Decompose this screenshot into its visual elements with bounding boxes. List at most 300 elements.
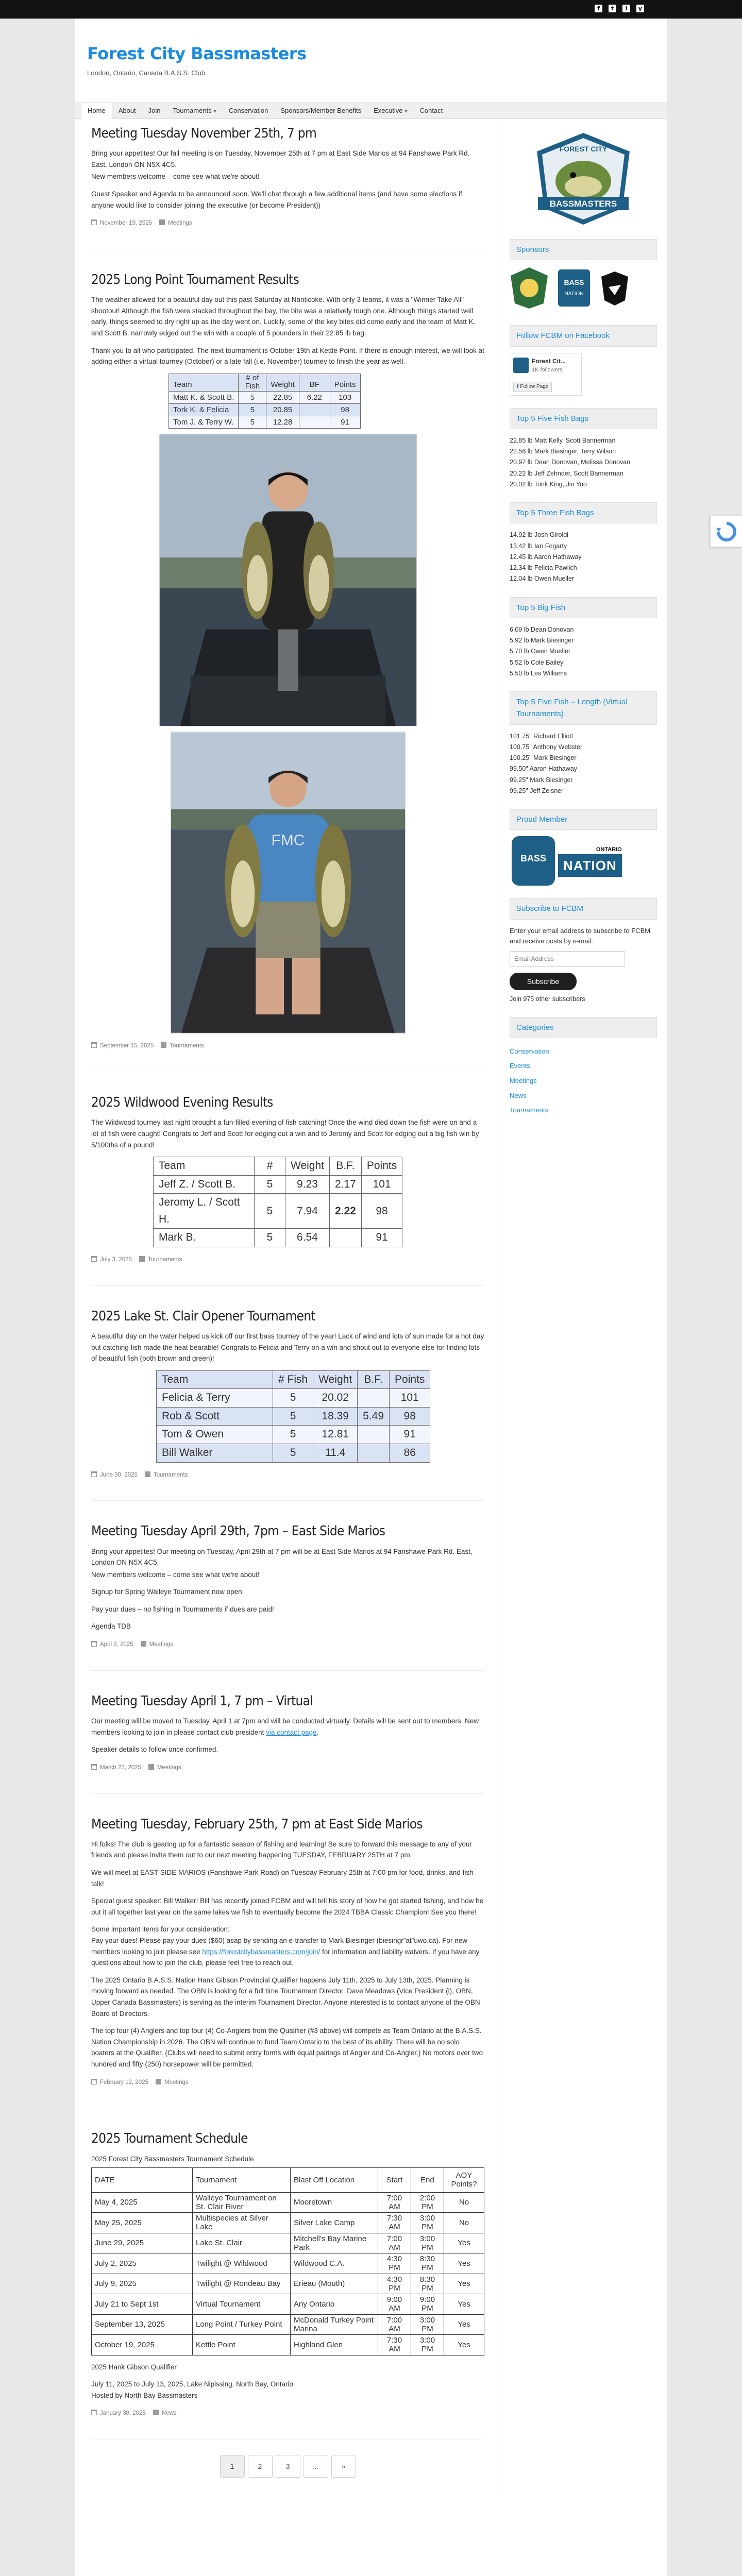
facebook-icon[interactable]: f [595, 5, 602, 12]
list-item: 13.42 lb Ian Fogarty [510, 542, 567, 550]
top-five-fish-bags [510, 435, 657, 490]
column-header: DATE [92, 2168, 193, 2193]
cell: October 19, 2025 [92, 2335, 193, 2355]
cell: 9:00 PM [411, 2294, 444, 2315]
column-header: Team [169, 374, 239, 391]
post-text: Our meeting will be moved to Tuesday, April 1 at 7pm and will be conducted virtually. Details will be sent out to members. New members looking to join in please contact club president via contact page. [91, 1717, 479, 1736]
list-item: 99.25" Jeff Zeisner [510, 787, 564, 794]
cell: 11.4 [313, 1444, 358, 1462]
list-item: 5.70 lb Owen Mueller [510, 648, 571, 655]
post-text: Bring your appetites! Our meeting on Tuesday, April 29th at 7 pm will be at East Side Marios at 94 Fanshawe Park Rd. East, London ON N5X 4C5. [91, 1547, 473, 1567]
cell: 5 [239, 391, 266, 403]
post-text: July 11, 2025 to July 13, 2025, Lake Nipissing, North Bay, Ontario [91, 2380, 293, 2388]
cell: Kettle Point [193, 2335, 291, 2355]
cell: 7:00 AM [378, 2192, 411, 2213]
results-table [153, 1157, 402, 1247]
cell: McDonald Turkey Point Marina [291, 2314, 378, 2335]
cell: Any Ontario [291, 2294, 378, 2315]
cell: 9:00 AM [378, 2294, 411, 2315]
widget-title: Top 5 Three Fish Bags [510, 502, 657, 523]
post-meta [91, 1764, 484, 1773]
post-meta [91, 1256, 484, 1265]
post-category[interactable]: Tournaments [148, 1256, 182, 1263]
column-header: # Fish [273, 1370, 313, 1389]
category-meetings[interactable]: Meetings [510, 1077, 537, 1085]
list-item: 20.22 lb Jeff Zehnder, Scott Bannerman [510, 469, 623, 477]
cell: 5 [255, 1175, 285, 1194]
catch-photo-1[interactable] [159, 434, 417, 726]
post [91, 1519, 484, 1671]
column-header: Blast Off Location [291, 2168, 378, 2193]
table-row [169, 403, 361, 416]
post-category[interactable]: Meetings [157, 1764, 181, 1771]
post [91, 1304, 484, 1501]
table-row [157, 1407, 430, 1426]
category-list [510, 1044, 657, 1118]
cell: 6.22 [299, 391, 330, 403]
sponsor-logo[interactable] [599, 266, 630, 310]
folder-icon [139, 1256, 145, 1262]
post-date[interactable]: September 15, 2025 [100, 1043, 154, 1049]
post-text: Speaker details to follow once confirmed. [91, 1745, 218, 1754]
calendar-icon [91, 2079, 97, 2084]
facebook-widget[interactable] [510, 353, 582, 396]
table-row [169, 416, 361, 429]
column-header: Start [378, 2168, 411, 2193]
nav-tournaments[interactable]: Tournaments ▾ [167, 103, 223, 120]
twitter-icon[interactable]: t [609, 5, 616, 12]
schedule-table [91, 2167, 484, 2355]
cell [299, 403, 330, 416]
post-meta [91, 1640, 484, 1650]
cell: Jeff Z. / Scott B. [154, 1175, 255, 1194]
calendar-icon [91, 219, 97, 225]
join-link[interactable]: https://forestcitybassmasters.com/join/ [202, 1947, 321, 1956]
cell: Silver Lake Camp [291, 2213, 378, 2233]
list-item: 5.50 lb Les Williams [510, 669, 567, 677]
post-meta [91, 219, 484, 228]
nav-sponsors[interactable]: Sponsors/Member Benefits [280, 107, 362, 114]
post-date[interactable]: March 23, 2025 [100, 1764, 141, 1771]
post-category[interactable]: News [161, 2410, 177, 2417]
cell: May 4, 2025 [92, 2192, 193, 2213]
cell: 98 [330, 403, 360, 416]
page-ellipsis: … [303, 2455, 328, 2478]
facebook-avatar [513, 358, 529, 373]
category-tournaments[interactable]: Tournaments [510, 1106, 549, 1114]
cell: 3:00 PM [411, 2233, 444, 2253]
cell: September 13, 2025 [92, 2314, 193, 2335]
cell: Twilight @ Wildwood [193, 2253, 291, 2274]
post-category[interactable]: Meetings [164, 2079, 189, 2086]
ontario-label: ONTARIO [596, 846, 622, 853]
top-length-virtual [510, 731, 657, 797]
cell: 9.23 [285, 1175, 330, 1194]
nav-conservation[interactable]: Conservation [228, 107, 268, 114]
cell: 98 [390, 1407, 430, 1426]
cell: May 25, 2025 [92, 2213, 193, 2233]
table-row [154, 1229, 402, 1247]
table-row [154, 1194, 402, 1229]
cell: Walleye Tournament on St. Clair River [193, 2192, 291, 2213]
post-title[interactable]: 2025 Long Point Tournament Results [91, 272, 299, 287]
list-item: 12.45 lb Aaron Hathaway [510, 553, 582, 561]
cell: 3:00 PM [411, 2314, 444, 2335]
column-header: Weight [313, 1370, 358, 1389]
cell: 5 [239, 416, 266, 429]
table-row [157, 1444, 430, 1462]
post-category[interactable]: Tournaments [170, 1043, 204, 1049]
facebook-followers: 1K followers [532, 367, 563, 374]
post-title[interactable]: 2025 Tournament Schedule [91, 2131, 248, 2147]
cell: No [444, 2192, 484, 2213]
post-title[interactable]: Meeting Tuesday, February 25th, 7 pm at East Side Marios [91, 1816, 423, 1832]
category-events[interactable]: Events [510, 1062, 530, 1070]
post-date[interactable]: July 3, 2025 [100, 1256, 132, 1263]
post-text: The 2025 Ontario B.A.S.S. Nation Hank Gibson Provincial Qualifier happens July 11th, 2025 to July 13th, 2025. Planning is moving forward as needed. The OBN is looking for a full time Tournament Director. Dave Meadows (Vice President (i), OBN, Upper Canada Bassmasters) is serving as the interim Tournament Director. Anyone interested is to contact anyone of the OBN Board of Directors. [91, 1976, 480, 2018]
cell: Mitchell's Bay Marine Park [291, 2233, 378, 2253]
cell: 18.39 [313, 1407, 358, 1426]
column-header: BF [299, 374, 330, 391]
cell: Highland Glen [291, 2335, 378, 2355]
page [75, 19, 667, 2576]
cell: Jeromy L. / Scott H. [154, 1194, 255, 1229]
post-text: Some important items for your consideration: [91, 1925, 230, 1934]
list-item: 5.92 lb Mark Biesinger [510, 637, 574, 645]
cell: 8:30 PM [411, 2274, 444, 2294]
cell: Matt K. & Scott B. [169, 391, 239, 403]
post-text: A beautiful day on the water helped us kick off our first bass tourney of the year! Lack of wind and lots of sun made for a hot day but catching fish made the heat bearable! Congrats to Felicia and Terry on a win and shout out to everyone else for finding lots of beautiful fish (both brown and green)! [91, 1332, 484, 1363]
cell: Erieau (Mouth) [291, 2274, 378, 2294]
column-header: B.F. [329, 1157, 361, 1176]
youtube-icon[interactable]: y [636, 5, 644, 12]
top-big-fish [510, 624, 657, 679]
calendar-icon [91, 1764, 97, 1770]
svg-text:NATION: NATION [564, 291, 584, 297]
folder-icon [159, 219, 165, 225]
folder-icon [161, 1042, 166, 1048]
contact-page-link[interactable]: via contact page [266, 1728, 317, 1736]
post-title[interactable]: 2025 Wildwood Evening Results [91, 1095, 273, 1111]
table-row [92, 2192, 484, 2213]
bass-badge: BASS [512, 836, 555, 886]
table-row [92, 2274, 484, 2294]
table-row [92, 2253, 484, 2274]
list-item: 22.85 lb Matt Kelly, Scott Bannerman [510, 436, 616, 444]
cell: 5 [255, 1229, 285, 1247]
list-item: 6.09 lb Dean Donovan [510, 625, 574, 633]
list-item: 5.52 lb Cole Bailey [510, 658, 564, 666]
post-text: New members welcome – come see what we're about! [91, 1570, 260, 1579]
widget-title: Top 5 Five Fish Bags [510, 408, 657, 429]
list-item: 101.75" Richard Elliott [510, 732, 574, 740]
column-header: B.F. [358, 1370, 390, 1389]
post [91, 1812, 484, 2109]
cell: 4:30 PM [378, 2253, 411, 2274]
post-title[interactable]: Meeting Tuesday April 29th, 7pm – East Side Marios [91, 1523, 385, 1539]
widget-title: Categories [510, 1017, 657, 1038]
cell: 101 [361, 1175, 402, 1194]
svg-text:BASS: BASS [564, 278, 584, 287]
cell: July 2, 2025 [92, 2253, 193, 2274]
post-text: The Wildwood tourney last night brought a fun-filled evening of fish catching! Once the wind died down the fish were on and a lot of fish were caught! Congrats to Jeff and Scott for edging out a win and to Jeromy and Scott for edging out a big fish win by 5/100ths of a pound! [91, 1118, 479, 1149]
post-category[interactable]: Meetings [168, 220, 192, 227]
page-3[interactable]: 3 [276, 2455, 300, 2478]
cell: 2.17 [329, 1175, 361, 1194]
post-date[interactable]: April 2, 2025 [100, 1641, 133, 1648]
cell: Lake St. Clair [193, 2233, 291, 2253]
facebook-page-name[interactable]: Forest Cit... [532, 357, 566, 365]
top-bar [0, 0, 742, 19]
next-page-button[interactable]: » [331, 2455, 356, 2478]
post-text: The weather allowed for a beautiful day out this past Saturday at Nanticoke. With only 3 teams, it was a "Winner Take All" shootout! Although the fish were stacked throughout the bay, the bite was a relatively tough one. Although things started well early, things seemed to dry right up as the day went on. Luckily, some of the key bites did come early and the team of Matt K. and Scott B. narrowly edged out the win with a couple of 5 pounders in their 22.85 lb bag. [91, 296, 476, 337]
cell: 7:30 AM [378, 2335, 411, 2355]
svg-text:FOREST CITY: FOREST CITY [559, 145, 608, 153]
subscriber-count: Join 975 other subscribers [510, 995, 585, 1003]
post-text: Agenda TDB [91, 1622, 131, 1631]
follow-label: Follow Page [520, 384, 549, 390]
sponsor-logo[interactable] [510, 266, 549, 310]
site-title[interactable]: Forest City Bassmasters [87, 44, 307, 63]
post-title[interactable]: 2025 Lake St. Clair Opener Tournament [91, 1308, 315, 1324]
cell: 5 [239, 403, 266, 416]
cell: 91 [361, 1229, 402, 1247]
post-title[interactable]: Meeting Tuesday November 25th, 7 pm [91, 126, 317, 141]
club-logo[interactable] [532, 131, 635, 227]
sidebar [497, 122, 667, 2498]
post-text-span: for information and liability waivers. If you have any questions about how to join the club, please feel free to reach out. [91, 1947, 480, 1967]
cell: 8:30 PM [411, 2253, 444, 2274]
svg-text:FMC: FMC [271, 832, 305, 849]
cell: 7:00 AM [378, 2233, 411, 2253]
cell: Mark B. [154, 1229, 255, 1247]
cell: Yes [444, 2335, 484, 2355]
nav-home[interactable]: Home [81, 103, 112, 120]
cell: June 29, 2025 [92, 2233, 193, 2253]
list-item: 12.34 lb Felicia Pawlich [510, 564, 577, 572]
cell: 3:00 PM [411, 2335, 444, 2355]
subscribe-button[interactable]: Subscribe [510, 973, 577, 990]
post-text-span: Our meeting will be moved to Tuesday, April 1 at 7pm and will be conducted virtually. Details will be sent out to members. New members looking to join in please contact club president [91, 1717, 479, 1736]
post-text: 2025 Hank Gibson Qualifier [91, 2363, 177, 2371]
calendar-icon [91, 1256, 97, 1262]
post-text-span: Pay your dues! Please pay your dues ($60) asap by sending an e-transfer to Mark Biesinger (biesingr"at"uwo.ca). For new members looking to join please see [91, 1937, 467, 1956]
list-item: 20.02 lb Tonk King, Jin Yoo [510, 480, 587, 488]
nav-executive[interactable]: Executive ▾ [367, 103, 413, 120]
post [91, 2127, 484, 2439]
table-header-row [92, 2168, 484, 2193]
subscribe-text: Enter your email address to subscribe to FCBM and receive posts by e-mail. [510, 926, 651, 945]
folder-icon [153, 2410, 159, 2415]
post [91, 268, 484, 1072]
cell: Twilight @ Rondeau Bay [193, 2274, 291, 2294]
cell: 91 [390, 1426, 430, 1444]
widget-title: Follow FCBM on Facebook [510, 325, 657, 346]
post-date[interactable]: June 30, 2025 [100, 1471, 138, 1478]
cell: Yes [444, 2274, 484, 2294]
post-text [91, 1935, 484, 1969]
folder-icon [148, 1764, 154, 1770]
post-text: We will meet at EAST SIDE MARIOS (Fanshawe Park Road) on Tuesday February 25th at 7:00 pm for food, drinks, and fish talk! [91, 1869, 474, 1888]
post-meta [91, 1042, 484, 1051]
column-header: Weight [266, 374, 299, 391]
recaptcha-icon [716, 521, 737, 542]
cell: 86 [390, 1444, 430, 1462]
cell: No [444, 2213, 484, 2233]
table-header-row [169, 374, 361, 391]
column-header: End [411, 2168, 444, 2193]
cell: 20.02 [313, 1389, 358, 1408]
main-nav [75, 103, 667, 119]
post-meta [91, 1471, 484, 1480]
cell: 7:30 AM [378, 2213, 411, 2233]
list-item: 12.04 lb Owen Mueller [510, 575, 575, 583]
cell [299, 416, 330, 429]
nation-label: NATION [558, 854, 622, 877]
instagram-icon[interactable]: i [622, 5, 630, 12]
table-header-row [157, 1370, 430, 1389]
cell: Felicia & Terry [157, 1389, 273, 1408]
post-text: Hi folks! The club is gearing up for a fantastic season of fishing and learning! Be sure to forward this message to any of your friends and please invite them out to our next meeting happening TUESDAY, FEBRUARY 25TH at 7 pm. [91, 1840, 472, 1859]
table-row [92, 2233, 484, 2253]
column-header: Team [157, 1370, 273, 1389]
list-item: 14.92 lb Josh Giroldi [510, 531, 568, 539]
results-table [168, 374, 361, 429]
table-row [92, 2294, 484, 2315]
column-header: Weight [285, 1157, 330, 1176]
list-item: 22.56 lb Mark Biesinger, Terry Wilson [510, 448, 616, 455]
widget-title: Subscribe to FCBM [510, 898, 657, 919]
table-row [157, 1389, 430, 1408]
column-header: Team [154, 1157, 255, 1176]
cell: 6.54 [285, 1229, 330, 1247]
table-row [157, 1426, 430, 1444]
list-item: 20.97 lb Dean Donovan, Melissa Donovan [510, 459, 631, 466]
recaptcha-badge[interactable] [710, 515, 742, 547]
cell: 101 [390, 1389, 430, 1408]
facebook-icon: f [517, 384, 519, 390]
nav-join[interactable]: Join [148, 107, 161, 114]
sponsor-logo[interactable] [556, 266, 592, 310]
cell: 103 [330, 391, 360, 403]
post-text: Signup for Spring Walleye Tournament now open. [91, 1588, 244, 1596]
calendar-icon [91, 1471, 97, 1477]
cell: Yes [444, 2314, 484, 2335]
post-date[interactable]: January 30, 2025 [100, 2410, 146, 2417]
facebook-follow-button[interactable] [513, 382, 552, 392]
column-header: Tournament [193, 2168, 291, 2193]
cell: 12.28 [266, 416, 299, 429]
post-text: The top four (4) Anglers and top four (4) Co-Anglers from the Qualifier (#3 above) will compete as Team Ontario at the B.A.S.S. Nation Championship in 2026. The OBN will continue to fund Team Ontario to the best of its ability. There will be no solo boaters at the Qualifier. (Clubs will need to submit entry forms with equal pairings of Angler and Co-Angler.) No motors over two hundred and fifty (250) horsepower will be permitted. [91, 2027, 483, 2068]
cell: 5 [255, 1194, 285, 1229]
post-category[interactable]: Tournaments [153, 1471, 188, 1478]
post-category[interactable]: Meetings [149, 1641, 174, 1648]
post-meta [91, 2078, 484, 2088]
cell [329, 1229, 361, 1247]
post-text: Guest Speaker and Agenda to be announced soon. We'll chat through a few additional items (and have some elections if anyone would like to consider joining the executive (or become President)) [91, 190, 462, 209]
cell [358, 1389, 390, 1408]
category-news[interactable]: News [510, 1091, 527, 1099]
cell: Tork K. & Felicia [169, 403, 239, 416]
cell: Wildwood C.A. [291, 2253, 378, 2274]
folder-icon [156, 2079, 161, 2084]
cell [358, 1444, 390, 1462]
widget-title: Top 5 Big Fish [510, 597, 657, 618]
post-text: Hosted by North Bay Bassmasters [91, 2391, 198, 2399]
post-text: Thank you to all who participated. The next tournament is October 19th at Kettle Point. If there is enough interest, we will look at adding either a virtual tourney (October) or a late fall (i.e. November) tourney to finish the year as well. [91, 346, 484, 366]
cell: Virtual Tournament [193, 2294, 291, 2315]
column-header: Points [390, 1370, 430, 1389]
catch-photo-2[interactable] [171, 732, 406, 1033]
cell: 5 [273, 1407, 313, 1426]
column-header: # of Fish [239, 374, 266, 391]
column-header: Points [361, 1157, 402, 1176]
list-item: 99.25" Mark Biesinger [510, 776, 573, 784]
cell: 12.81 [313, 1426, 358, 1444]
table-row [92, 2314, 484, 2335]
post-text: New members welcome – come see what we're about! [91, 173, 260, 181]
social-links [595, 5, 644, 12]
cell: Tom J. & Terry W. [169, 416, 239, 429]
cell: Long Point / Turkey Point [193, 2314, 291, 2335]
cell: Multispecies at Silver Lake [193, 2213, 291, 2233]
top-three-fish-bags [510, 530, 657, 584]
cell: Rob & Scott [157, 1407, 273, 1426]
category-conservation[interactable]: Conservation [510, 1047, 549, 1055]
post-text: Special guest speaker: Bill Walker! Bill has recently joined FCBM and will tell his story of how he got started fishing, and how he put it all together last year on the same lakes we fish to eventually become the 2024 TBBA Classic Champion! See you there! [91, 1897, 484, 1916]
post-title[interactable]: Meeting Tuesday April 1, 7 pm – Virtual [91, 1693, 313, 1709]
calendar-icon [91, 1641, 97, 1647]
results-table [156, 1370, 430, 1463]
cell: 91 [330, 416, 360, 429]
cell: 3:00 PM [411, 2213, 444, 2233]
email-input[interactable] [510, 951, 625, 967]
cell [358, 1426, 390, 1444]
page-1[interactable]: 1 [220, 2455, 245, 2478]
post-text: Bring your appetites! Our fall meeting is on Tuesday, November 25th at 7 pm at East Side Marios at 94 Fanshawe Park Rd. East, London ON N5X 4C5. [91, 149, 470, 168]
calendar-icon [91, 1042, 97, 1048]
calendar-icon [91, 2410, 97, 2415]
cell: 7:00 AM [378, 2314, 411, 2335]
cell: 5.49 [358, 1407, 390, 1426]
main-content [75, 122, 497, 2498]
page-2[interactable]: 2 [248, 2455, 273, 2478]
widget-title: Top 5 Five Fish – Length (Virtual Tournaments) [510, 691, 657, 725]
cell: Yes [444, 2294, 484, 2315]
column-header: # [255, 1157, 285, 1176]
post-date[interactable]: November 19, 2025 [100, 220, 153, 227]
list-item: 100.75" Anthony Webster [510, 743, 583, 751]
folder-icon [145, 1471, 150, 1477]
nav-about[interactable]: About [118, 107, 136, 114]
cell: 4:30 PM [378, 2274, 411, 2294]
widget-title: Sponsors [510, 239, 657, 260]
cell: Yes [444, 2253, 484, 2274]
sponsor-logos [510, 266, 657, 313]
bass-nation-ontario-logo[interactable] [512, 836, 657, 886]
cell: 2:00 PM [411, 2192, 444, 2213]
site-header [75, 19, 667, 99]
cell: Tom & Owen [157, 1426, 273, 1444]
table-row [92, 2335, 484, 2355]
list-item: 99.50" Aaron Hathaway [510, 765, 577, 773]
cell: July 21 to Sept 1st [92, 2294, 193, 2315]
cell: Mooretown [291, 2192, 378, 2213]
widget-title: Proud Member [510, 809, 657, 830]
nav-contact[interactable]: Contact [419, 107, 443, 114]
post-date[interactable]: February 12, 2025 [100, 2079, 148, 2086]
site-tagline: London, Ontario, Canada B.A.S.S. Club [87, 69, 206, 77]
